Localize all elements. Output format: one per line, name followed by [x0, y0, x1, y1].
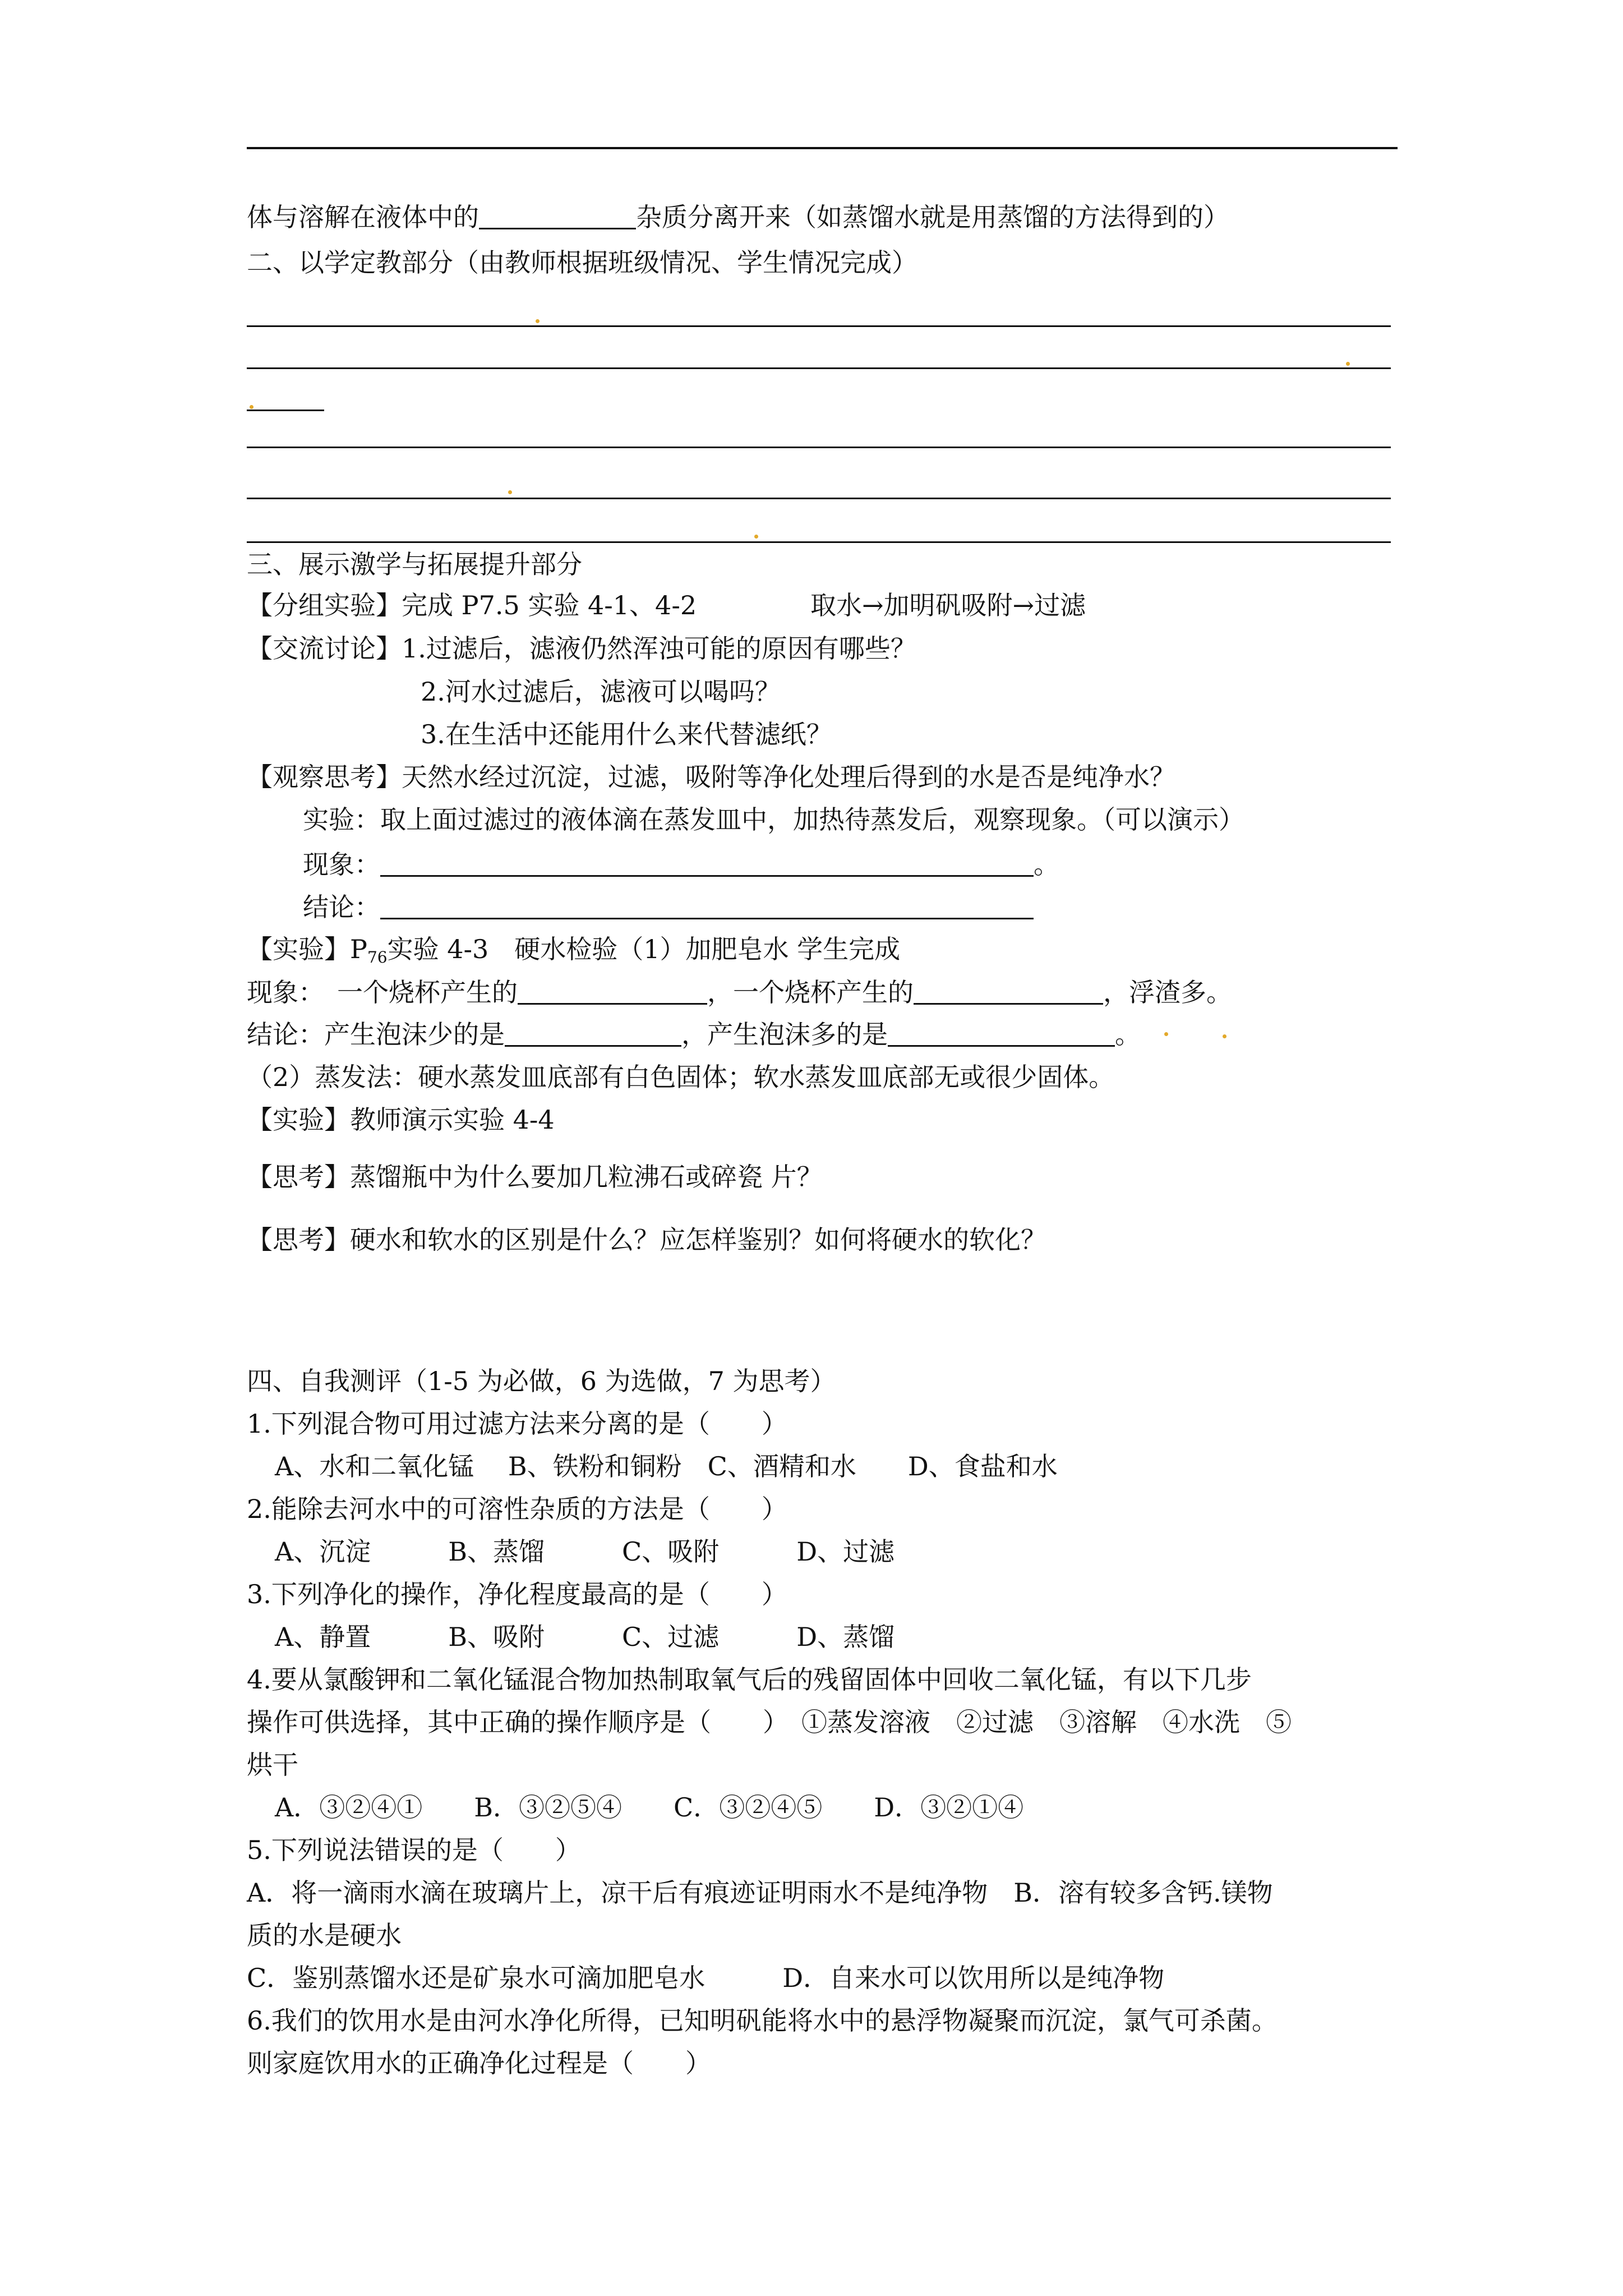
section-4-heading: 四、自我测评（1-5 为必做，6 为选做，7 为思考）	[247, 1366, 836, 1396]
writing-line-2[interactable]	[247, 367, 1391, 369]
question-5-option-a-b: A．将一滴雨水滴在玻璃片上，凉干后有痕迹证明雨水不是纯净物 B．溶有较多含钙.镁物	[247, 1878, 1273, 1908]
phenomenon-2-text-b: ，一个烧杯产生的	[707, 977, 914, 1007]
phenomenon-2-line	[247, 975, 1232, 1009]
speck-mark	[1346, 362, 1350, 366]
conclusion-2-text-b: ，产生泡沫多的是	[681, 1019, 888, 1050]
question-2-options: A、沉淀 B、蒸馏 C、吸附 D、过滤	[275, 1536, 895, 1567]
discussion-q3: 3.在生活中还能用什么来代替滤纸？	[421, 719, 832, 749]
speck-mark	[1164, 1032, 1168, 1036]
question-5: 5.下列说法错误的是（ ）	[247, 1835, 581, 1865]
phenomenon-line	[303, 847, 1059, 881]
speck-mark	[1223, 1034, 1227, 1038]
conclusion-2-blank-2[interactable]	[888, 1017, 1115, 1047]
phenomenon-2-blank-2[interactable]	[914, 975, 1103, 1005]
discussion-q1: 【交流讨论】1.过滤后，滤液仍然浑浊可能的原因有哪些？	[247, 633, 916, 664]
blank-distillation[interactable]	[479, 200, 636, 229]
phenomenon-label: 现象：	[303, 849, 380, 880]
writing-line-4[interactable]	[247, 447, 1391, 448]
section-3-heading: 三、展示激学与拓展提升部分	[247, 549, 582, 579]
conclusion-2-blank-1[interactable]	[505, 1017, 681, 1047]
page-subscript: 76	[367, 948, 388, 967]
experiment-4-3-text: 实验 4-3 硬水检验（1）加肥皂水 学生完成	[387, 934, 901, 964]
speck-mark	[536, 319, 540, 323]
discussion-q2: 2.河水过滤后，滤液可以喝吗？	[421, 677, 781, 707]
line-distillation	[247, 200, 1229, 234]
conclusion-2-line	[247, 1017, 1141, 1051]
group-experiment-line	[247, 588, 697, 622]
phenomenon-2-text-a: 现象： 一个烧杯产生的	[247, 977, 518, 1007]
conclusion-label: 结论：	[303, 892, 380, 922]
question-6-line-2: 则家庭饮用水的正确净化过程是（ ）	[247, 2048, 711, 2078]
speck-mark	[250, 405, 253, 409]
speck-mark	[508, 490, 512, 494]
line-distillation-pre: 体与溶解在液体中的	[247, 202, 479, 232]
phenomenon-2-blank-1[interactable]	[518, 975, 707, 1005]
group-experiment-text: 【分组实验】完成 P7.5 实验 4-1、4-2	[247, 590, 697, 620]
conclusion-line	[303, 890, 1034, 924]
question-2: 2.能除去河水中的可溶性杂质的方法是（ ）	[247, 1494, 787, 1524]
question-4-line-1: 4.要从氯酸钾和二氧化锰混合物加热制取氧气后的残留固体中回收二氧化锰，有以下几步	[247, 1664, 1252, 1695]
question-5-option-b-cont: 质的水是硬水	[247, 1920, 402, 1950]
conclusion-2-text-c: 。	[1115, 1019, 1141, 1050]
question-1: 1.下列混合物可用过滤方法来分离的是（ ）	[247, 1409, 787, 1439]
question-4-options: A．③②④① B．③②⑤④ C．③②④⑤ D．③②①④	[275, 1792, 1024, 1823]
speck-mark	[754, 535, 758, 539]
evaporation-method: （2）蒸发法：硬水蒸发皿底部有白色固体；软水蒸发皿底部无或很少固体。	[247, 1062, 1115, 1092]
writing-line-5[interactable]	[247, 498, 1391, 499]
phenomenon-blank[interactable]	[380, 847, 1034, 877]
group-experiment-flow: 取水→加明矾吸附→过滤	[810, 590, 1086, 620]
think-boiling-chips: 【思考】蒸馏瓶中为什么要加几粒沸石或碎瓷 片？	[247, 1162, 823, 1192]
think-hard-soft-water: 【思考】硬水和软水的区别是什么？应怎样鉴别？如何将硬水的软化？	[247, 1225, 1046, 1255]
question-3: 3.下列净化的操作，净化程度最高的是（ ）	[247, 1579, 787, 1609]
section-2-heading: 二、以学定教部分（由教师根据班级情况、学生情况完成）	[247, 247, 917, 278]
conclusion-2-text-a: 结论：产生泡沫少的是	[247, 1019, 505, 1050]
observe-think: 【观察思考】天然水经过沉淀，过滤，吸附等净化处理后得到的水是否是纯净水？	[247, 762, 1175, 792]
question-5-option-c-d: C．鉴别蒸馏水还是矿泉水可滴加肥皂水 D．自来水可以饮用所以是纯净物	[247, 1963, 1165, 1993]
header-rule	[247, 147, 1398, 149]
line-distillation-post: 杂质分离开来（如蒸馏水就是用蒸馏的方法得到的）	[636, 202, 1229, 232]
phenomenon-2-text-c: ，浮渣多。	[1103, 977, 1232, 1007]
writing-line-3[interactable]	[247, 409, 324, 411]
question-4-line-2: 操作可供选择，其中正确的操作顺序是（ ） ①蒸发溶液 ②过滤 ③溶解 ④水洗 ⑤	[247, 1707, 1292, 1737]
experiment-4-3-prefix: 【实验】P	[247, 934, 367, 964]
question-6-line-1: 6.我们的饮用水是由河水净化所得，已知明矾能将水中的悬浮物凝聚而沉淀，氯气可杀菌。	[247, 2005, 1278, 2036]
conclusion-blank[interactable]	[380, 890, 1034, 919]
writing-line-6[interactable]	[247, 541, 1391, 543]
experiment-4-3	[247, 932, 900, 966]
phenomenon-period: 。	[1034, 849, 1059, 880]
experiment-4-4: 【实验】教师演示实验 4-4	[247, 1105, 555, 1135]
question-4-line-3: 烘干	[247, 1750, 298, 1780]
question-1-options: A、水和二氧化锰 B、铁粉和铜粉 C、酒精和水 D、食盐和水	[275, 1451, 1058, 1481]
observe-experiment: 实验：取上面过滤过的液体滴在蒸发皿中，加热待蒸发后，观察现象。（可以演示）	[303, 804, 1244, 835]
writing-line-1[interactable]	[247, 325, 1391, 327]
question-3-options: A、静置 B、吸附 C、过滤 D、蒸馏	[275, 1622, 895, 1652]
